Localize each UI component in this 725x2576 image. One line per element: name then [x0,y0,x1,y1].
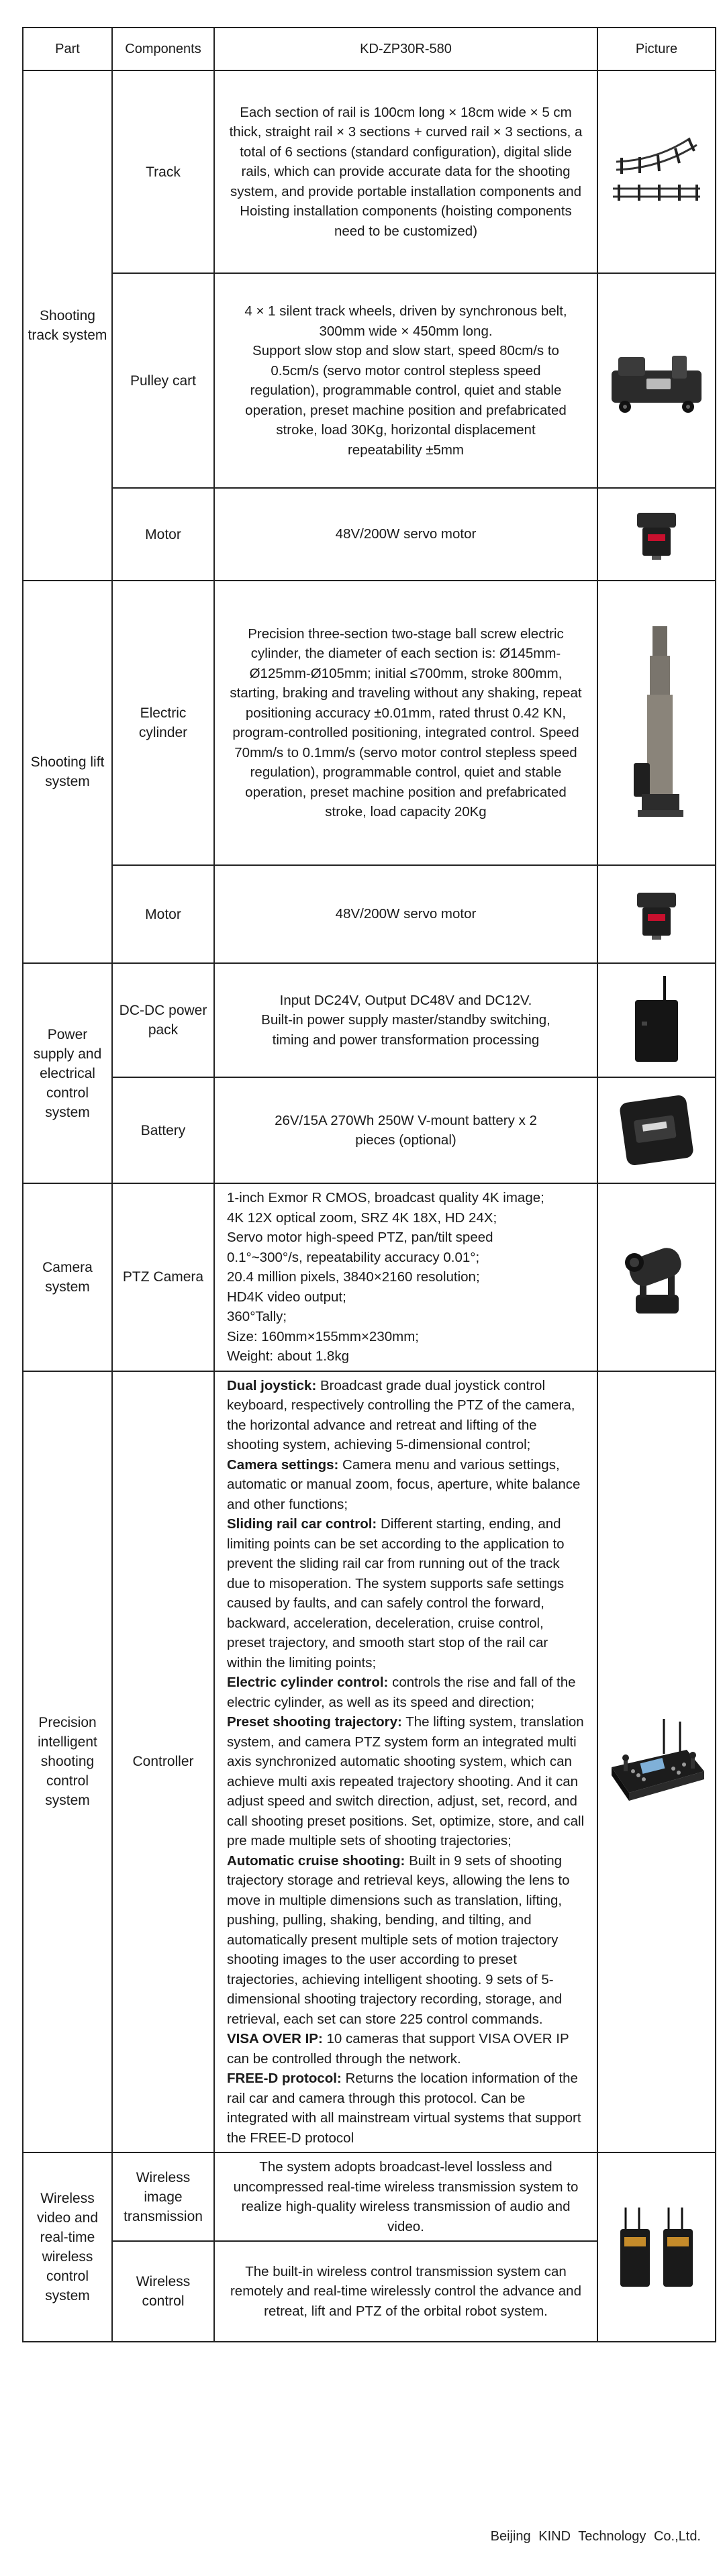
controller-item-title: Camera settings: [227,1456,339,1473]
table-row [23,70,716,273]
controller-item [227,1712,585,1851]
controller-item [227,1851,585,2030]
ptz-line: 1-inch Exmor R CMOS, broadcast quality 4K image; [227,1190,544,1205]
battery-line: 26V/15A 270Wh 250W V-mount battery x 2 [275,1112,537,1128]
controller-item [227,2029,585,2069]
table-row [23,581,716,865]
controller-item-text: 10 cameras that support VISA OVER IP can be controlled through the network. [227,2031,569,2067]
pulley-line: stroke, load 30Kg, horizontal displacement [276,422,536,438]
pulley-line: 4 × 1 silent track wheels, driven by synchronous belt, [244,303,567,319]
wireless-image-description: The system adopts broadcast-level lossless and uncompressed real-time wireless transmission system to realize high-quality wireless transmission of audio and video. [214,2152,597,2241]
table-header-row [23,28,716,70]
header-components: Components [112,28,214,70]
spec-sheet [22,27,720,2342]
component-dcdc-power-pack: DC-DC power pack [112,963,214,1077]
controller-item-title: Automatic cruise shooting: [227,1852,405,1869]
controller-item-title: Sliding rail car control: [227,1516,377,1532]
component-ptz-camera: PTZ Camera [112,1183,214,1371]
ptz-line: 20.4 million pixels, 3840×2160 resolution; [227,1269,480,1285]
table-row [23,1183,716,1371]
controller-description [214,1371,597,2153]
table-row [23,1077,716,1183]
pulley-line: regulation), programmable control, quiet and stable [250,383,562,398]
controller-item [227,1514,585,1673]
servo-motor-icon [633,507,680,561]
track-motor-description: 48V/200W servo motor [214,488,597,581]
controller-item [227,1376,585,1455]
curved-and-straight-rail-icon [610,135,704,209]
controller-item-title: FREE-D protocol: [227,2071,342,2086]
controller-item-title: VISA OVER IP: [227,2031,323,2046]
header-model: KD-ZP30R-580 [214,28,597,70]
joystick-controller-icon [606,1715,707,1809]
ptz-line: 360°Tally; [227,1309,287,1324]
track-picture [597,70,716,273]
ptz-line: 0.1°~300°/s, repeatability accuracy 0.01°; [227,1249,480,1265]
controller-item-text: Different starting, ending, and limiting points can be set according to the application to prevent the sliding rail car from running out of the track due to misoperation. The system supports safe settings caused by faults, and can safely control the forward, backward, acceleration, deceleration, cruise control, preset trajectory, and smooth start stop of the rail car within the limiting points; [227,1516,565,1671]
controller-item-title: Electric cylinder control: [227,1675,389,1690]
power-pack-icon [630,973,683,1067]
ptz-line: Weight: about 1.8kg [227,1348,349,1364]
header-picture: Picture [597,28,716,70]
controller-item [227,2069,585,2148]
pulley-cart-picture [597,273,716,488]
part-wireless-system: Wireless video and real-time wireless control system [23,2152,112,2342]
controller-item-text: Built in 9 sets of shooting trajectory storage and retrieval keys, allowing the lens to move in multiple dimensions such as translation, lifting, pushing, pulling, shaking, bending, and tilting, and automatically present multiple sets of motion trajectory shooting images to the user according to preset trajectories, achieving intelligent shooting. 9 sets of 5-dimensional shooting trajectory recording, storage, and retrieval, each set can store 225 control commands. [227,1852,570,2027]
component-wireless-image-transmission: Wireless image transmission [112,2152,214,2241]
pulley-cart-icon [606,344,707,417]
component-track: Track [112,70,214,273]
battery-line: pieces (optional) [355,1132,456,1148]
component-pulley-cart: Pulley cart [112,273,214,488]
component-battery: Battery [112,1077,214,1183]
controller-item-text: Broadcast grade dual joystick control keyboard, respectively controlling the PTZ of the camera, the horizontal advance and retreat and lifting of the shooting system, achieving 5-dimensional control; [227,1377,575,1452]
dcdc-line: Input DC24V, Output DC48V and DC12V. [279,992,532,1008]
controller-item [227,1455,585,1515]
pulley-line: 300mm wide × 450mm long. [319,323,493,339]
controller-item-title: Preset shooting trajectory: [227,1714,402,1730]
table-row [23,488,716,581]
electric-cylinder-description: Precision three-section two-stage ball screw electric cylinder, the diameter of each section is: Ø145mm-Ø125mm-Ø105mm; initial ≤700mm, stroke 800mm, starting, braking and traveling without any shaking, repeat positioning accuracy ±0.01mm, rated thrust 0.42 KN, program-controlled positioning, integrated control. Speed 70mm/s to 0.1mm/s (servo motor control stepless speed regulation), programmable control, quiet and stable operation, preset machine position and prefabricated stroke, load capacity 20Kg [214,581,597,865]
lift-motor-description: 48V/200W servo motor [214,865,597,963]
controller-picture [597,1371,716,2153]
battery-description [214,1077,597,1183]
track-motor-picture [597,488,716,581]
ptz-camera-icon [620,1237,693,1318]
controller-item-text: Camera menu and various settings, automatic or manual zoom, focus, aperture, white balance and other functions; [227,1456,581,1512]
component-electric-cylinder: Electric cylinder [112,581,214,865]
electric-cylinder-icon [630,622,683,824]
wireless-picture [597,2152,716,2342]
ptz-line: Servo motor high-speed PTZ, pan/tilt speed [227,1230,493,1245]
wireless-control-description: The built-in wireless control transmission system can remotely and real-time wirelessly control the advance and retreat, lift and PTZ of the orbital robot system. [214,2241,597,2342]
dcdc-picture [597,963,716,1077]
component-controller: Controller [112,1371,214,2153]
part-shooting-lift-system: Shooting lift system [23,581,112,963]
controller-item-text: controls the rise and fall of the electric cylinder, as well as its speed and direction; [227,1675,576,1710]
controller-item-title: Dual joystick: [227,1377,317,1393]
dcdc-line: Built-in power supply master/standby switching, [261,1012,550,1028]
dcdc-description [214,963,597,1077]
pulley-line: repeatability ±5mm [347,442,465,458]
part-control-system: Precision intelligent shooting control system [23,1371,112,2153]
ptz-line: Size: 160mm×155mm×230mm; [227,1328,419,1344]
table-row [23,1371,716,2153]
lift-motor-picture [597,865,716,963]
pulley-cart-description [214,273,597,488]
pulley-line: 0.5cm/s (servo motor control stepless speed [271,362,541,379]
track-description: Each section of rail is 100cm long × 18cm wide × 5 cm thick, straight rail × 3 sections + curved rail × 3 sections, a total of 6 sections (standard configuration), digital slide rails, which can provide accurate data for the shooting system, and provide portable installation components and Hoisting installation components (hoisting components need to be customized) [214,70,597,273]
spec-table [22,27,716,2342]
controller-item [227,1673,585,1712]
dcdc-line: timing and power transformation processing [272,1032,540,1048]
ptz-camera-description [214,1183,597,1371]
component-track-motor: Motor [112,488,214,581]
pulley-line: Support slow stop and slow start, speed 80cm/s to [252,343,559,358]
part-camera-system: Camera system [23,1183,112,1371]
servo-motor-icon [633,887,680,941]
table-row [23,2152,716,2241]
part-shooting-track-system: Shooting track system [23,70,112,581]
company-footer: Beijing KIND Technology Co.,Ltd. [490,2529,701,2544]
battery-icon [616,1093,697,1167]
component-lift-motor: Motor [112,865,214,963]
ptz-camera-picture [597,1183,716,1371]
controller-item-text: The lifting system, translation system, and camera PTZ system form an integrated multi axis synchronized automatic shooting system, which can achieve multi axis repeated trajectory shooting. And it can adjust speed and switch direction, adjust, set, record, and call shooting preset positions. Set, optimize, store, and call pre made multiple sets of shooting trajectories; [227,1714,585,1848]
battery-picture [597,1077,716,1183]
pulley-line: operation, preset machine position and prefabricated [245,402,567,418]
table-row [23,963,716,1077]
ptz-line: 4K 12X optical zoom, SRZ 4K 18X, HD 24X; [227,1209,497,1226]
controller-item-text: Returns the location information of the rail car and camera through this protocol. Can be integrated with all mainstream virtual systems that support the FREE-D protocol [227,2071,581,2146]
wireless-transmitter-pair-icon [616,2203,697,2291]
table-row [23,865,716,963]
table-row [23,273,716,488]
ptz-line: HD4K video output; [227,1289,346,1305]
component-wireless-control: Wireless control [112,2241,214,2342]
electric-cylinder-picture [597,581,716,865]
part-power-supply-system: Power supply and electrical control system [23,963,112,1183]
header-part: Part [23,28,112,70]
